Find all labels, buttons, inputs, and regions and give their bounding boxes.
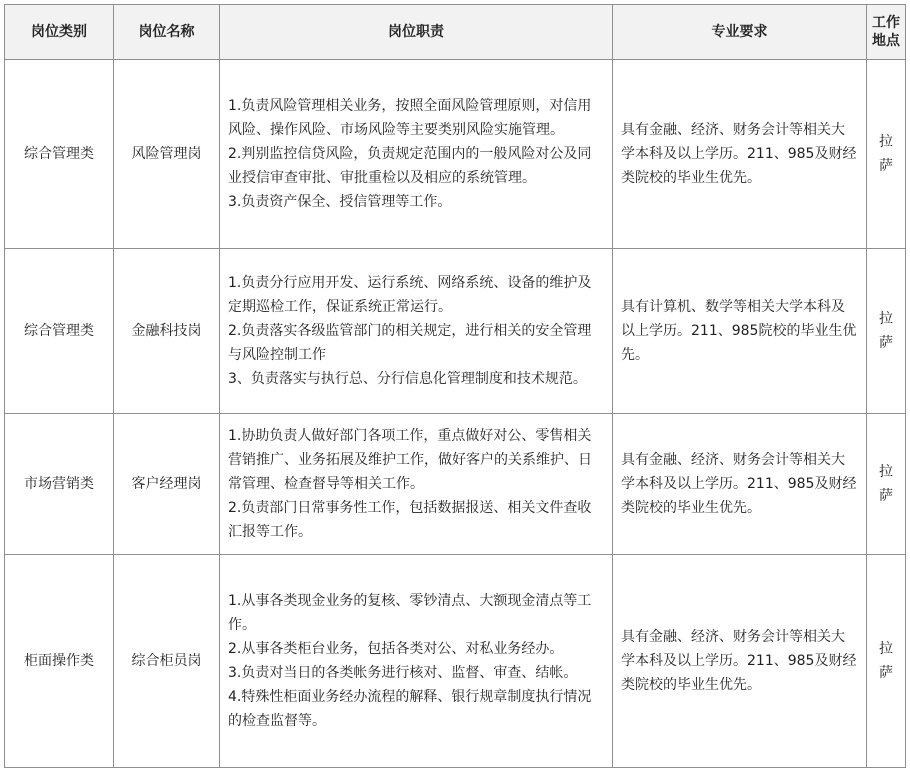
duty-item: 3、负责落实与执行总、分行信息化管理制度和技术规范。 xyxy=(228,371,587,387)
category-cell: 市场营销类 xyxy=(5,414,114,555)
duty-item: 2.判别监控信贷风险，负责规定范围内的一般风险对公及同业授信审查审批、审批重检以及相应的系统管理。 xyxy=(228,146,592,186)
location-cell: 拉萨 xyxy=(867,249,906,414)
header-category: 岗位类别 xyxy=(5,5,114,60)
header-duties: 岗位职责 xyxy=(220,5,613,60)
requirement-cell: 具有计算机、数学等相关大学本科及以上学历。211、985院校的毕业生优先。 xyxy=(613,249,867,414)
category-cell: 综合管理类 xyxy=(5,249,114,414)
table-row xyxy=(5,414,906,555)
duties-cell xyxy=(220,249,613,414)
location-cell: 拉萨 xyxy=(867,414,906,555)
requirement-cell: 具有金融、经济、财务会计等相关大学本科及以上学历。211、985及财经类院校的毕业生优先。 xyxy=(613,414,867,555)
duties-cell xyxy=(220,414,613,555)
duty-item: 3.负责资产保全、授信管理等工作。 xyxy=(228,194,452,210)
location-cell: 拉萨 xyxy=(867,555,906,768)
category-cell: 综合管理类 xyxy=(5,60,114,249)
requirement-cell: 具有金融、经济、财务会计等相关大学本科及以上学历。211、985及财经类院校的毕业生优先。 xyxy=(613,555,867,768)
header-location: 工作 地点 xyxy=(867,5,906,60)
duties-cell xyxy=(220,60,613,249)
category-cell: 柜面操作类 xyxy=(5,555,114,768)
header-row xyxy=(5,5,906,60)
duty-item: 2.从事各类柜台业务，包括各类对公、对私业务经办。 xyxy=(228,641,564,657)
duty-item: 1.负责风险管理相关业务，按照全面风险管理原则，对信用风险、操作风险、市场风险等主要类别风险实施管理。 xyxy=(228,98,592,138)
duty-item: 1.协助负责人做好部门各项工作，重点做好对公、零售相关营销推广、业务拓展及维护工作，做好客户的关系维护、日常管理、检查督导等相关工作。 xyxy=(228,428,592,492)
duty-item: 2.负责部门日常事务性工作，包括数据报送、相关文件查收汇报等工作。 xyxy=(228,500,592,540)
position-name-cell: 客户经理岗 xyxy=(114,414,220,555)
duties-cell xyxy=(220,555,613,768)
duty-item: 4.特殊性柜面业务经办流程的解释、银行规章制度执行情况的检查监督等。 xyxy=(228,689,592,729)
duty-item: 1.负责分行应用开发、运行系统、网络系统、设备的维护及定期巡检工作，保证系统正常运行。 xyxy=(228,275,592,315)
table-row xyxy=(5,555,906,768)
job-positions-table xyxy=(4,4,906,768)
duty-item: 1.从事各类现金业务的复核、零钞清点、大额现金清点等工作。 xyxy=(228,593,592,633)
duty-item: 2.负责落实各级监管部门的相关规定，进行相关的安全管理与风险控制工作 xyxy=(228,323,592,363)
table-row xyxy=(5,60,906,249)
header-position-name: 岗位名称 xyxy=(114,5,220,60)
header-requirements: 专业要求 xyxy=(613,5,867,60)
position-name-cell: 风险管理岗 xyxy=(114,60,220,249)
table-row xyxy=(5,249,906,414)
position-name-cell: 金融科技岗 xyxy=(114,249,220,414)
location-cell: 拉萨 xyxy=(867,60,906,249)
duty-item: 3.负责对当日的各类帐务进行核对、监督、审查、结帐。 xyxy=(228,665,578,681)
requirement-cell: 具有金融、经济、财务会计等相关大学本科及以上学历。211、985及财经类院校的毕业生优先。 xyxy=(613,60,867,249)
position-name-cell: 综合柜员岗 xyxy=(114,555,220,768)
